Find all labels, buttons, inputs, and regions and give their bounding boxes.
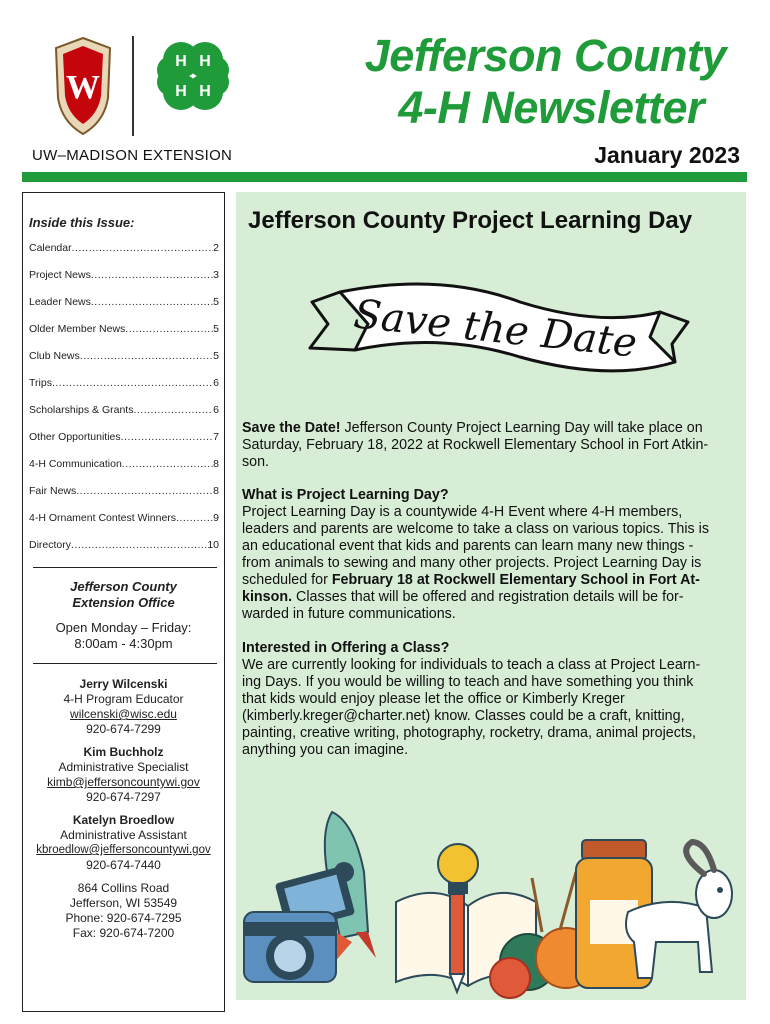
office-hours-line2: 8:00am - 4:30pm xyxy=(74,636,173,651)
toc-item-calendar[interactable]: Calendar ..... 2 xyxy=(29,242,219,254)
toc-item-scholarships[interactable]: Scholarships & Grants ..... 6 xyxy=(29,404,219,416)
sidebar-divider xyxy=(33,663,217,664)
office-fax: Fax: 920-674-7200 xyxy=(72,926,175,940)
toc-item-older-member-news[interactable]: Older Member News ..... 5 xyxy=(29,323,219,335)
svg-text:H: H xyxy=(199,53,211,70)
lightbulb-icon xyxy=(438,844,478,894)
toc-item-leader-news[interactable]: Leader News ..... 5 xyxy=(29,296,219,308)
contact-email-link[interactable]: kimb@jeffersoncountywi.gov xyxy=(47,775,200,789)
toc-item-ornament-contest[interactable]: 4-H Ornament Contest Winners ..... 9 xyxy=(29,512,219,524)
contact-name: Jerry Wilcenski xyxy=(79,677,168,691)
address-line2: Jefferson, WI 53549 xyxy=(69,896,178,910)
4h-clover-logo xyxy=(145,34,241,130)
contact-phone: 920-674-7297 xyxy=(86,790,161,804)
contact-role: Administrative Specialist xyxy=(58,760,189,774)
contact-role: Administrative Assistant xyxy=(60,828,187,842)
paragraph-offering-class: Interested in Offering a Class? We are currently looking for individuals to teach a class at Project Learn- ing Days. If you would be willing to teach and have something you think that kids would enjoy please let the office or Kimberly Kreger (kimberly.kreger@charter.net) know. Classes could be a craft, knitting, painting, creative writing, photography, rocketry, drama, animal projects, anything you can imagine. xyxy=(242,640,701,758)
office-name-line2: Extension Office xyxy=(72,595,175,610)
svg-text:H: H xyxy=(175,53,187,70)
toc-item-communication[interactable]: 4-H Communication ..... 8 xyxy=(29,458,219,470)
office-hours-line1: Open Monday – Friday: xyxy=(55,620,192,635)
contact-name: Kim Buchholz xyxy=(83,745,164,759)
svg-text:H: H xyxy=(199,83,211,100)
sidebar-divider xyxy=(33,567,217,568)
sidebar xyxy=(22,192,225,1012)
issue-date: January 2023 xyxy=(594,142,740,168)
uw-madison-extension-label: UW–MADISON EXTENSION xyxy=(32,147,233,164)
camera-icon xyxy=(244,912,336,982)
toc-item-fair-news[interactable]: Fair News ..... 8 xyxy=(29,485,219,497)
newsletter-title-line1: Jefferson County xyxy=(364,30,726,81)
contact-email-link[interactable]: wilcenski@wisc.edu xyxy=(70,707,177,721)
contact-phone: 920-674-7299 xyxy=(86,722,161,736)
svg-text:W: W xyxy=(66,69,100,106)
header-green-bar xyxy=(22,172,747,182)
project-illustration xyxy=(236,782,746,1000)
address-line1: 864 Collins Road xyxy=(77,881,170,895)
toc-item-other-opportunities[interactable]: Other Opportunities ..... 7 xyxy=(29,431,219,443)
inside-issue-heading: Inside this Issue: xyxy=(29,215,135,230)
toc-item-directory[interactable]: Directory ..... 10 xyxy=(29,539,219,551)
contact-email-link[interactable]: kbroedlow@jeffersoncountywi.gov xyxy=(36,844,211,856)
article-title: Jefferson County Project Learning Day xyxy=(248,207,693,234)
header-divider xyxy=(132,36,134,136)
paragraph-save-the-date: Save the Date! Jefferson County Project Learning Day will take place on Saturday, February 18, 2022 at Rockwell Elementary School in Fort Atkin- son. xyxy=(242,420,709,470)
contact-phone: 920-674-7440 xyxy=(86,858,161,872)
toc-item-club-news[interactable]: Club News ..... 5 xyxy=(29,350,219,362)
pen-icon xyxy=(450,894,464,992)
save-the-date-banner xyxy=(300,262,690,412)
svg-text:Save the Date: Save the Date xyxy=(351,291,640,367)
office-name-line1: Jefferson County xyxy=(70,579,177,594)
toc-item-trips[interactable]: Trips ..... 6 xyxy=(29,377,219,389)
svg-text:H: H xyxy=(175,83,187,100)
uw-crest-logo xyxy=(52,36,114,136)
contact-role: 4-H Program Educator xyxy=(63,692,184,706)
what-is-heading: What is Project Learning Day? xyxy=(242,487,449,503)
paragraph-what-is: What is Project Learning Day? Project Learning Day is a countywide 4-H Event where 4-H members, leaders and parents are welcome to take a class on various topics. This is an educational event that kids and parents can learn many new things - from animals to sewing and many other projects. Project Learning Day is scheduled for February 18 at Rockwell Elementary School in Fort At- kinson. Classes that will be offered and registration details will be for- warded in future communications. xyxy=(242,487,710,622)
contact-name: Katelyn Broedlow xyxy=(72,813,175,827)
newsletter-title-line2: 4-H Newsletter xyxy=(398,82,704,133)
offering-class-heading: Interested in Offering a Class? xyxy=(242,640,450,656)
office-phone: Phone: 920-674-7295 xyxy=(65,911,182,925)
toc-item-project-news[interactable]: Project News ..... 3 xyxy=(29,269,219,281)
